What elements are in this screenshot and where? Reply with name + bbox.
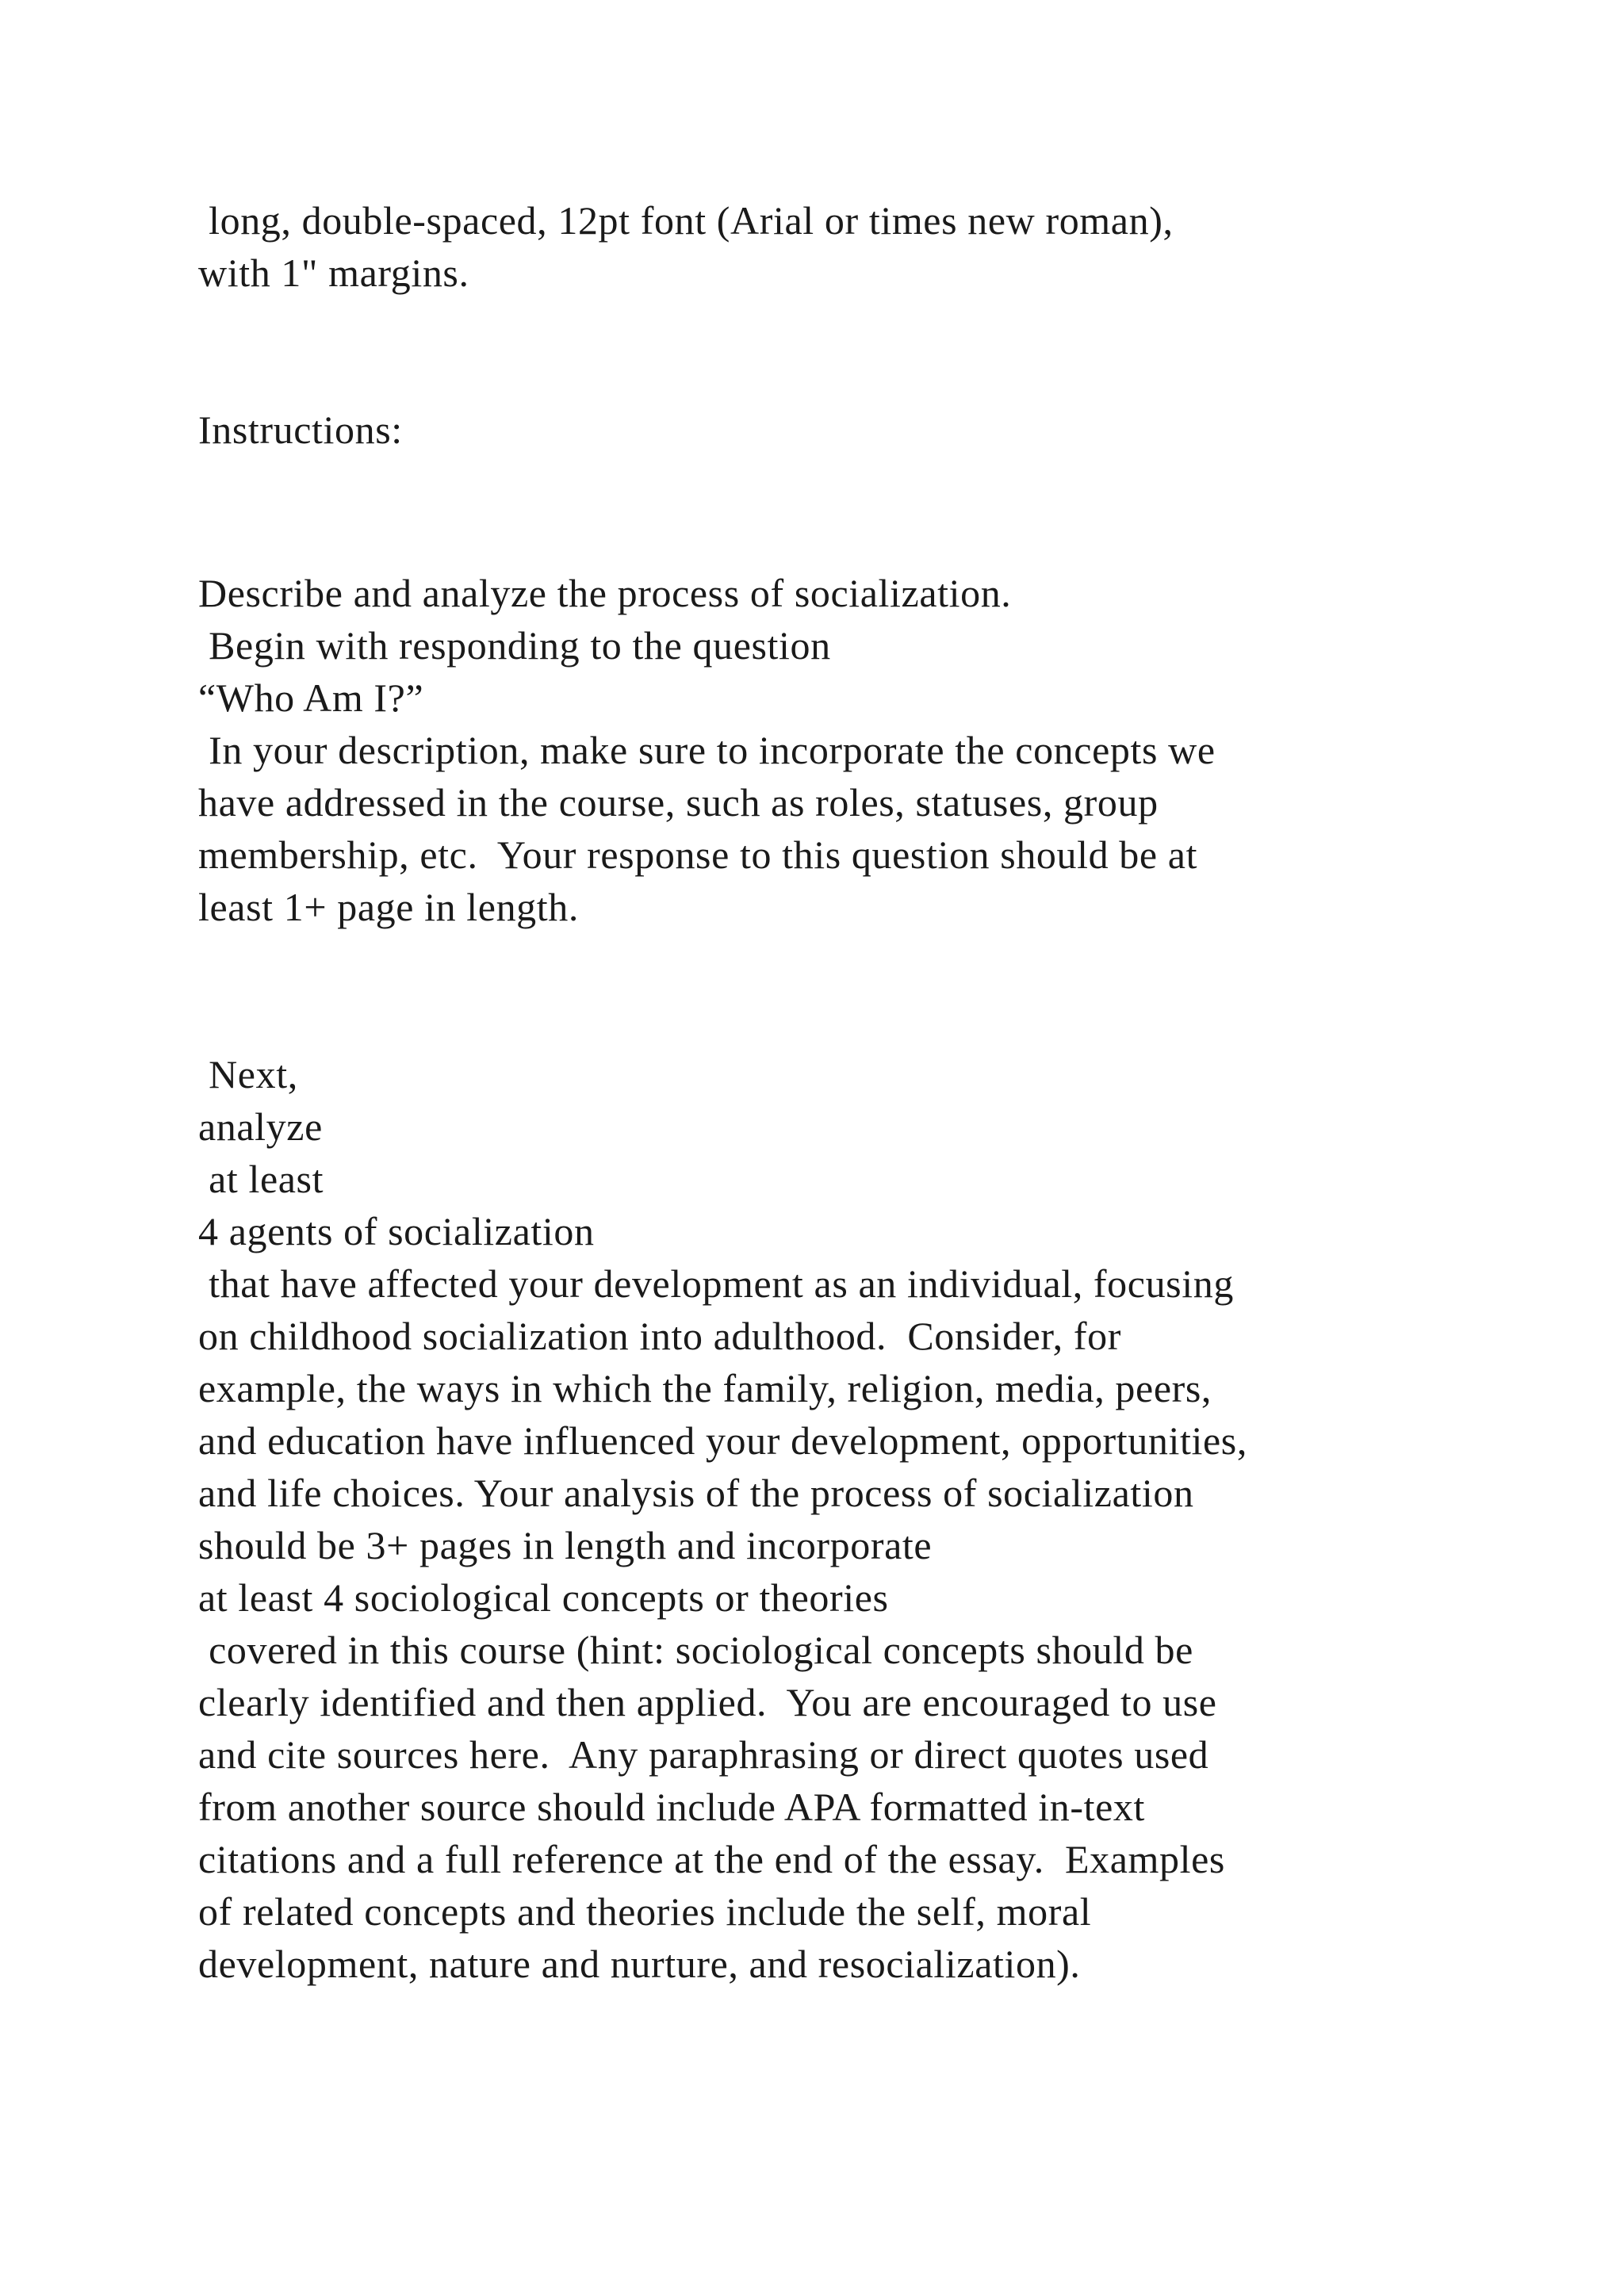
text-line: at least bbox=[198, 1157, 324, 1201]
text-line: from another source should include APA formatted in-text bbox=[198, 1785, 1146, 1829]
paragraph-who-am-i bbox=[198, 567, 1499, 933]
text-line: on childhood socialization into adulthood. Consider, for bbox=[198, 1314, 1121, 1358]
text-line: analyze bbox=[198, 1104, 323, 1149]
text-line: development, nature and nurture, and resocialization). bbox=[198, 1942, 1081, 1986]
text-line: clearly identified and then applied. You are encouraged to use bbox=[198, 1680, 1217, 1724]
text-line: In your description, make sure to incorporate the concepts we bbox=[198, 728, 1216, 772]
text-line: and education have influenced your development, opportunities, bbox=[198, 1418, 1247, 1463]
heading-text: Instructions: bbox=[198, 408, 403, 452]
text-line: Describe and analyze the process of socialization. bbox=[198, 571, 1012, 615]
text-line: at least 4 sociological concepts or theories bbox=[198, 1575, 889, 1620]
text-line: 4 agents of socialization bbox=[198, 1209, 595, 1253]
paragraph-agents-of-socialization bbox=[198, 1048, 1499, 1990]
spacer bbox=[198, 456, 1499, 567]
document-body bbox=[198, 194, 1499, 1990]
text-line: long, double-spaced, 12pt font (Arial or times new roman), bbox=[198, 198, 1174, 243]
text-line: “Who Am I?” bbox=[198, 675, 424, 720]
text-line: membership, etc. Your response to this question should be at bbox=[198, 832, 1198, 877]
intro-paragraph bbox=[198, 194, 1499, 299]
text-line: Begin with responding to the question bbox=[198, 623, 831, 668]
text-line: example, the ways in which the family, religion, media, peers, bbox=[198, 1366, 1212, 1410]
text-line: should be 3+ pages in length and incorporate bbox=[198, 1523, 933, 1567]
text-line: and life choices. Your analysis of the process of socialization bbox=[198, 1471, 1194, 1515]
text-line: and cite sources here. Any paraphrasing or direct quotes used bbox=[198, 1732, 1209, 1777]
text-line: citations and a full reference at the end of the essay. Examples bbox=[198, 1837, 1225, 1881]
text-line: covered in this course (hint: sociological concepts should be bbox=[198, 1628, 1193, 1672]
text-line: have addressed in the course, such as roles, statuses, group bbox=[198, 780, 1159, 825]
spacer bbox=[198, 299, 1499, 404]
text-line: that have affected your development as an individual, focusing bbox=[198, 1261, 1234, 1306]
spacer bbox=[198, 933, 1499, 1048]
instructions-heading bbox=[198, 404, 1499, 456]
text-line: least 1+ page in length. bbox=[198, 885, 579, 929]
text-line: of related concepts and theories include the self, moral bbox=[198, 1889, 1092, 1934]
text-line: with 1" margins. bbox=[198, 251, 469, 295]
text-line: Next, bbox=[198, 1052, 298, 1096]
